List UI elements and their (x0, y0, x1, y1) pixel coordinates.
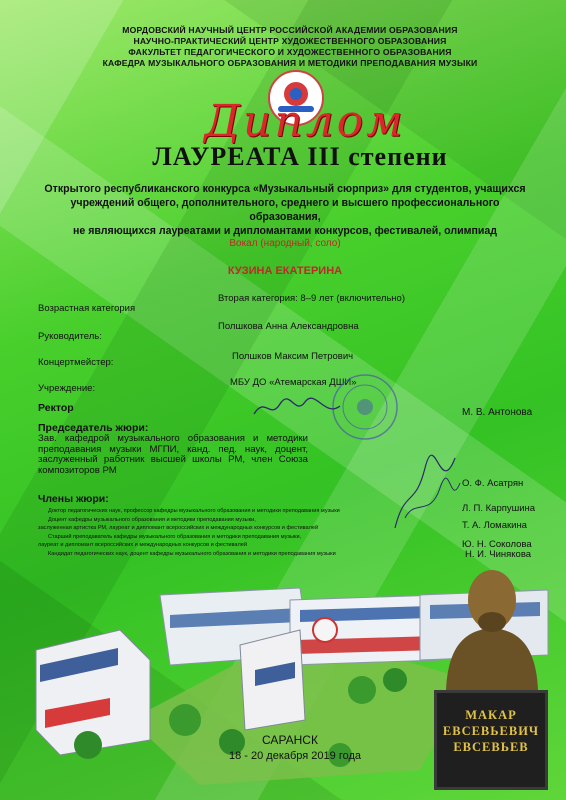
contest-description (40, 182, 530, 238)
description-line: не являющихся лауреатами и дипломантами конкурсов, фестивалей, олимпиад (73, 225, 497, 237)
plaque-line: МАКАР (465, 708, 517, 722)
rector-label: Ректор (38, 402, 74, 414)
age-category-value: Вторая категория: 8–9 лет (включительно) (218, 293, 405, 304)
jury-member-line: Доктор педагогических наук, профессор кафедры музыкального образования и методики преподавания музыки (48, 508, 340, 514)
jury-member-line: заслуженная артистка РМ, лауреат и дипломант всероссийских и международных конкурсов и фестивалей (38, 525, 319, 532)
city: САРАНСК (262, 733, 318, 747)
jury-members-list (38, 507, 398, 559)
plaque-line: ЕВСЕВЬЕВ (453, 740, 529, 754)
header-line: НАУЧНО-ПРАКТИЧЕСКИЙ ЦЕНТР ХУДОЖЕСТВЕННОГО ОБРАЗОВАНИЯ (133, 36, 447, 46)
jury-member-name: Т. А. Ломакина (462, 520, 527, 531)
laureate-degree: ЛАУРЕАТА III степени (152, 142, 448, 171)
jury-chair-label: Председатель жюри: (38, 422, 149, 434)
header-line: КАФЕДРА МУЗЫКАЛЬНОГО ОБРАЗОВАНИЯ И МЕТОДИКИ ПРЕПОДАВАНИЯ МУЗЫКИ (102, 58, 478, 68)
header-block (100, 25, 480, 69)
jury-member-name: Ю. Н. Соколова (462, 539, 532, 550)
monument-plaque (434, 690, 548, 790)
jury-member-line: Кандидат педагогических наук, доцент кафедры музыкального образования и методики преподавания музыки (48, 550, 336, 557)
nomination: Вокал (народный, соло) (229, 238, 341, 249)
institution-value: МБУ ДО «Атемарская ДШИ» (230, 377, 357, 388)
institution-label: Учреждение: (38, 383, 96, 394)
event-dates: 18 - 20 декабря 2019 года (228, 750, 362, 762)
jury-member-name: Л. П. Карпушина (462, 503, 536, 514)
header-line: ФАКУЛЬТЕТ ПЕДАГОГИЧЕСКОГО И ХУДОЖЕСТВЕННОГО ОБРАЗОВАНИЯ (128, 47, 452, 57)
jury-chair-description: Зав. кафедрой музыкального образования и методики преподавания музыки МГПИ, канд. пед. наук, доцент, заслуженный работник высшей школы РМ, член Союза композиторов РМ (38, 433, 308, 476)
supervisor-value: Полшкова Анна Александровна (218, 321, 359, 332)
jury-chair-name: О. Ф. Асатрян (462, 478, 524, 489)
jury-member-line: Старший преподаватель кафедры музыкального образования и методики преподавания музыки, (48, 533, 302, 540)
accompanist-label: Концертмейстер: (38, 357, 114, 368)
jury-member-name: Н. И. Чинякова (465, 549, 532, 560)
rector-name: М. В. Антонова (462, 407, 533, 418)
diploma-title: Диплом (204, 96, 406, 147)
plaque-line: ЕВСЕВЬЕВИЧ (442, 724, 540, 738)
age-category-label: Возрастная категория (38, 303, 136, 314)
jury-members-label: Члены жюри: (38, 493, 109, 505)
description-line: Открытого республиканского конкурса «Музыкальный сюрприз» для студентов, учащихся (44, 183, 526, 195)
rector-signature-icon (250, 394, 345, 422)
jury-member-line: Доцент кафедры музыкального образования и методики преподавания музыки, (48, 516, 256, 523)
accompanist-value: Полшков Максим Петрович (232, 351, 354, 362)
jury-member-line: лауреат и дипломант всероссийских и международных конкурсов и фестивалей (38, 542, 248, 549)
header-line: МОРДОВСКИЙ НАУЧНЫЙ ЦЕНТР РОССИЙСКОЙ АКАДЕМИИ ОБРАЗОВАНИЯ (122, 25, 458, 35)
supervisor-label: Руководитель: (38, 331, 102, 342)
bust-statue-icon (436, 560, 548, 692)
description-line: учреждений общего, дополнительного, среднего и высшего профессионального образования, (70, 197, 500, 223)
participant-name: КУЗИНА ЕКАТЕРИНА (227, 265, 343, 277)
